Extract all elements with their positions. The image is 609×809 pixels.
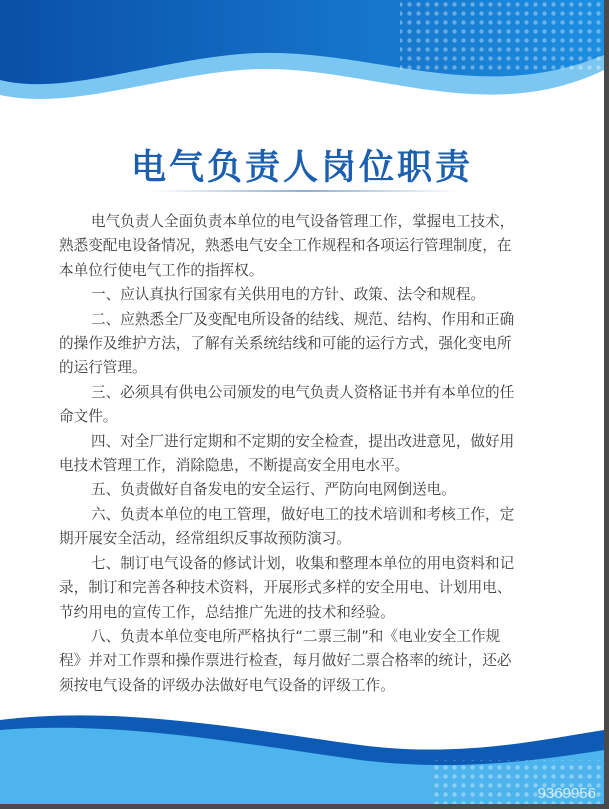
paragraph xyxy=(59,283,559,307)
paragraph-line: 期开展安全活动，经常组织反事故预防演习。 xyxy=(59,530,351,548)
paragraph-line: 六、负责本单位的电工管理，做好电工的技术培训和考核工作，定 xyxy=(91,505,515,523)
paragraph-line: 录，制订和完善各种技术资料，开展形式多样的安全用电、计划用电、 xyxy=(59,579,512,597)
paragraph-line: 本单位行使电气工作的指挥权。 xyxy=(59,261,264,279)
bottom-wave-decoration xyxy=(0,700,604,804)
paragraph xyxy=(59,210,559,283)
duties-text xyxy=(59,210,559,698)
paragraph xyxy=(59,625,559,698)
paragraph-line: 命文件。 xyxy=(59,408,118,426)
paragraph xyxy=(59,552,559,625)
paragraph-line: 的运行管理。 xyxy=(59,359,147,377)
paragraph-line: 二、应熟悉全厂及变配电所设备的结线、规范、结构、作用和正确 xyxy=(91,310,515,328)
paragraph-line: 五、负责做好自备发电的安全运行、严防向电网倒送电。 xyxy=(91,481,456,499)
paragraph xyxy=(59,381,559,430)
paragraph-line: 电技术管理工作，消除隐患，不断提高安全用电水平。 xyxy=(59,457,410,475)
paragraph xyxy=(59,478,559,502)
paragraph-line: 四、对全厂进行定期和不定期的安全检查，提出改进意见，做好用 xyxy=(91,432,515,450)
paragraph xyxy=(59,308,559,381)
page-title: 电气负责人岗位职责 xyxy=(130,147,473,188)
top-wave-decoration xyxy=(0,0,604,140)
paragraph-line: 一、应认真执行国家有关供用电的方针、政策、法令和规程。 xyxy=(91,286,486,304)
paragraph-line: 的操作及维护方法，了解有关系统结线和可能的运行方式，强化变电所 xyxy=(59,335,512,353)
paragraph-line: 七、制订电气设备的修试计划，收集和整理本单位的用电资料和记 xyxy=(91,554,515,572)
paragraph xyxy=(59,430,559,479)
paragraph-line: 八、负责本单位变电所严格执行“二票三制”和《电业安全工作规 xyxy=(91,627,501,645)
image-id: 9369956 xyxy=(537,785,596,802)
paragraph-line: 三、必须具有供电公司颁发的电气负责人资格证书并有本单位的任 xyxy=(91,383,515,401)
paragraph-line: 须按电气设备的评级办法做好电气设备的评级工作。 xyxy=(59,676,395,694)
paragraph-line: 熟悉变配电设备情况，熟悉电气安全工作规程和各项运行管理制度，在 xyxy=(59,237,512,255)
paragraph-line: 电气负责人全面负责本单位的电气设备管理工作，掌握电工技术， xyxy=(91,213,515,230)
paragraph-line: 程》并对工作票和操作票进行检查，每月做好二票合格率的统计，还必 xyxy=(59,652,512,670)
paragraph-line: 节约用电的宣传工作，总结推广先进的技术和经验。 xyxy=(59,603,395,621)
paragraph xyxy=(59,503,559,552)
title-underline xyxy=(150,190,460,192)
